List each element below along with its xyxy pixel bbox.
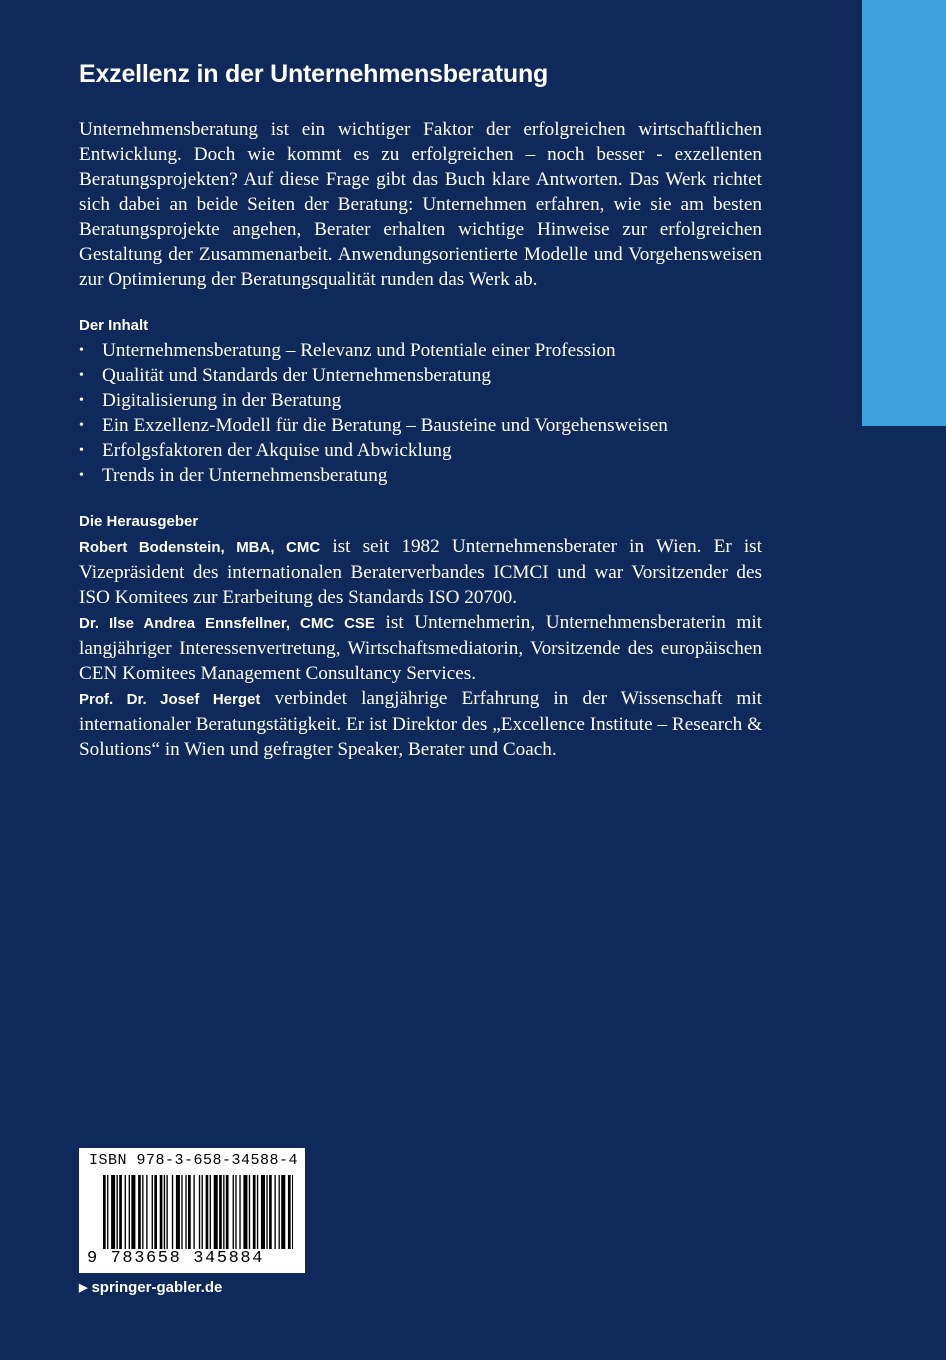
barcode-bar xyxy=(253,1175,256,1249)
barcode-bar xyxy=(219,1175,222,1249)
barcode-bar xyxy=(185,1175,186,1249)
list-item: • Unternehmensberatung – Relevanz und Potentiale einer Profession xyxy=(79,338,762,363)
barcode-bar xyxy=(129,1175,130,1249)
editor-description: verbindet langjährige Erfahrung in der Wissenschaft mit internationaler Beratungstätigkeit. Er ist Direktor des „Excellence Institute – Research & Solutions“ in Wien und gefragter Speaker, Berater und Coach. xyxy=(79,688,762,760)
website-label: springer-gabler.de xyxy=(91,1279,223,1296)
barcode-bar xyxy=(235,1175,236,1249)
editor-description: ist Unternehmerin, Unternehmensberaterin mit langjähriger Interessenvertretung, Wirtschaftsmediatorin, Vorsitzende des europäischen CEN Komitees Management Consultancy Services. xyxy=(79,612,762,684)
editor-description: ist seit 1982 Unternehmensberater in Wien. Er ist Vizepräsident des internationalen Beraterverbandes ICMCI und war Vorsitzender des ISO Komitees zur Erarbeitung des Standards ISO 20700. xyxy=(79,536,762,608)
isbn-label: ISBN 978-3-658-34588-4 xyxy=(89,1152,299,1169)
editor-name: Prof. Dr. Josef Herget xyxy=(79,691,261,708)
barcode-bar xyxy=(223,1175,224,1249)
editor-name: Dr. Ilse Andrea Ennsfellner, CMC CSE xyxy=(79,615,375,632)
barcode-bar xyxy=(176,1175,180,1249)
barcode-bar xyxy=(257,1175,258,1249)
barcode-bar xyxy=(172,1175,173,1249)
barcode-bar xyxy=(107,1175,108,1249)
editor-bio xyxy=(79,686,762,762)
barcode-bar xyxy=(160,1175,163,1249)
contents-list xyxy=(79,338,762,488)
barcode-bar xyxy=(233,1175,234,1249)
isbn-barcode xyxy=(79,1148,305,1273)
book-title: Exzellenz in der Unternehmensberatung xyxy=(79,60,549,88)
barcode-bar xyxy=(188,1175,191,1249)
barcode-bar xyxy=(193,1175,194,1249)
triangle-right-icon: ▶ xyxy=(79,1282,88,1294)
barcode-bars xyxy=(103,1175,293,1249)
barcode-bar xyxy=(279,1175,280,1249)
editor-name: Robert Bodenstein, MBA, CMC xyxy=(79,539,321,556)
editors-heading: Die Herausgeber xyxy=(79,513,199,530)
barcode-bar xyxy=(125,1175,126,1249)
barcode-bar xyxy=(243,1175,247,1249)
barcode-bar xyxy=(226,1175,229,1249)
list-item: • Trends in der Unternehmensberatung xyxy=(79,463,762,488)
intro-paragraph: Unternehmensberatung ist ein wichtiger Faktor der erfolgreichen wirtschaftlichen Entwicklung. Doch wie kommt es zu erfolgreichen – noch besser - exzellenten Beratungsprojekten? Auf diese Frage gibt das Buch klare Antworten. Das Werk richtet sich dabei an beide Seiten der Beratung: Unternehmen erfahren, wie sie am besten Beratungsprojekte angehen, Berater erhalten wichtige Hinweise zur erfolgreichen Gestaltung der Zusammenarbeit. Anwendungsorientierte Modelle und Vorgehensweisen zur Optimierung der Beratungsqualität runden das Werk ab. xyxy=(79,119,762,290)
barcode-bar xyxy=(210,1175,211,1249)
barcode-bar xyxy=(181,1175,182,1249)
barcode-digits: 9 783658 345884 xyxy=(87,1249,265,1268)
editor-bio xyxy=(79,534,762,610)
barcode-bar xyxy=(103,1175,106,1249)
list-item: • Qualität und Standards der Unternehmensberatung xyxy=(79,363,762,388)
barcode-bar xyxy=(199,1175,200,1249)
barcode-bar xyxy=(288,1175,291,1249)
barcode-bar xyxy=(146,1175,147,1249)
barcode-bar xyxy=(281,1175,285,1249)
barcode-bar xyxy=(239,1175,240,1249)
barcode-bar xyxy=(206,1175,209,1249)
barcode-bar xyxy=(154,1175,157,1249)
barcode-bar xyxy=(269,1175,272,1249)
barcode-bar xyxy=(164,1175,165,1249)
barcode-bar xyxy=(117,1175,118,1249)
barcode-bar xyxy=(202,1175,203,1249)
barcode-bar xyxy=(274,1175,275,1249)
website-link[interactable] xyxy=(79,1279,222,1296)
barcode-bar xyxy=(138,1175,141,1249)
back-cover-content xyxy=(79,60,762,762)
barcode-bar xyxy=(266,1175,267,1249)
barcode-bar xyxy=(214,1175,218,1249)
list-item: • Digitalisierung in der Beratung xyxy=(79,388,762,413)
barcode-bar xyxy=(142,1175,143,1249)
editor-bio xyxy=(79,610,762,686)
barcode-bar xyxy=(292,1175,293,1249)
barcode-bar xyxy=(119,1175,122,1249)
contents-heading: Der Inhalt xyxy=(79,317,149,334)
list-item: • Ein Exzellenz-Modell für die Beratung – Bausteine und Vorgehensweisen xyxy=(79,413,762,438)
barcode-bar xyxy=(131,1175,135,1249)
barcode-bar xyxy=(111,1175,115,1249)
accent-bar xyxy=(862,0,946,426)
barcode-bar xyxy=(249,1175,250,1249)
barcode-bar xyxy=(261,1175,265,1249)
barcode-bar xyxy=(166,1175,167,1249)
barcode-bar xyxy=(152,1175,153,1249)
list-item: • Erfolgsfaktoren der Akquise und Abwicklung xyxy=(79,438,762,463)
